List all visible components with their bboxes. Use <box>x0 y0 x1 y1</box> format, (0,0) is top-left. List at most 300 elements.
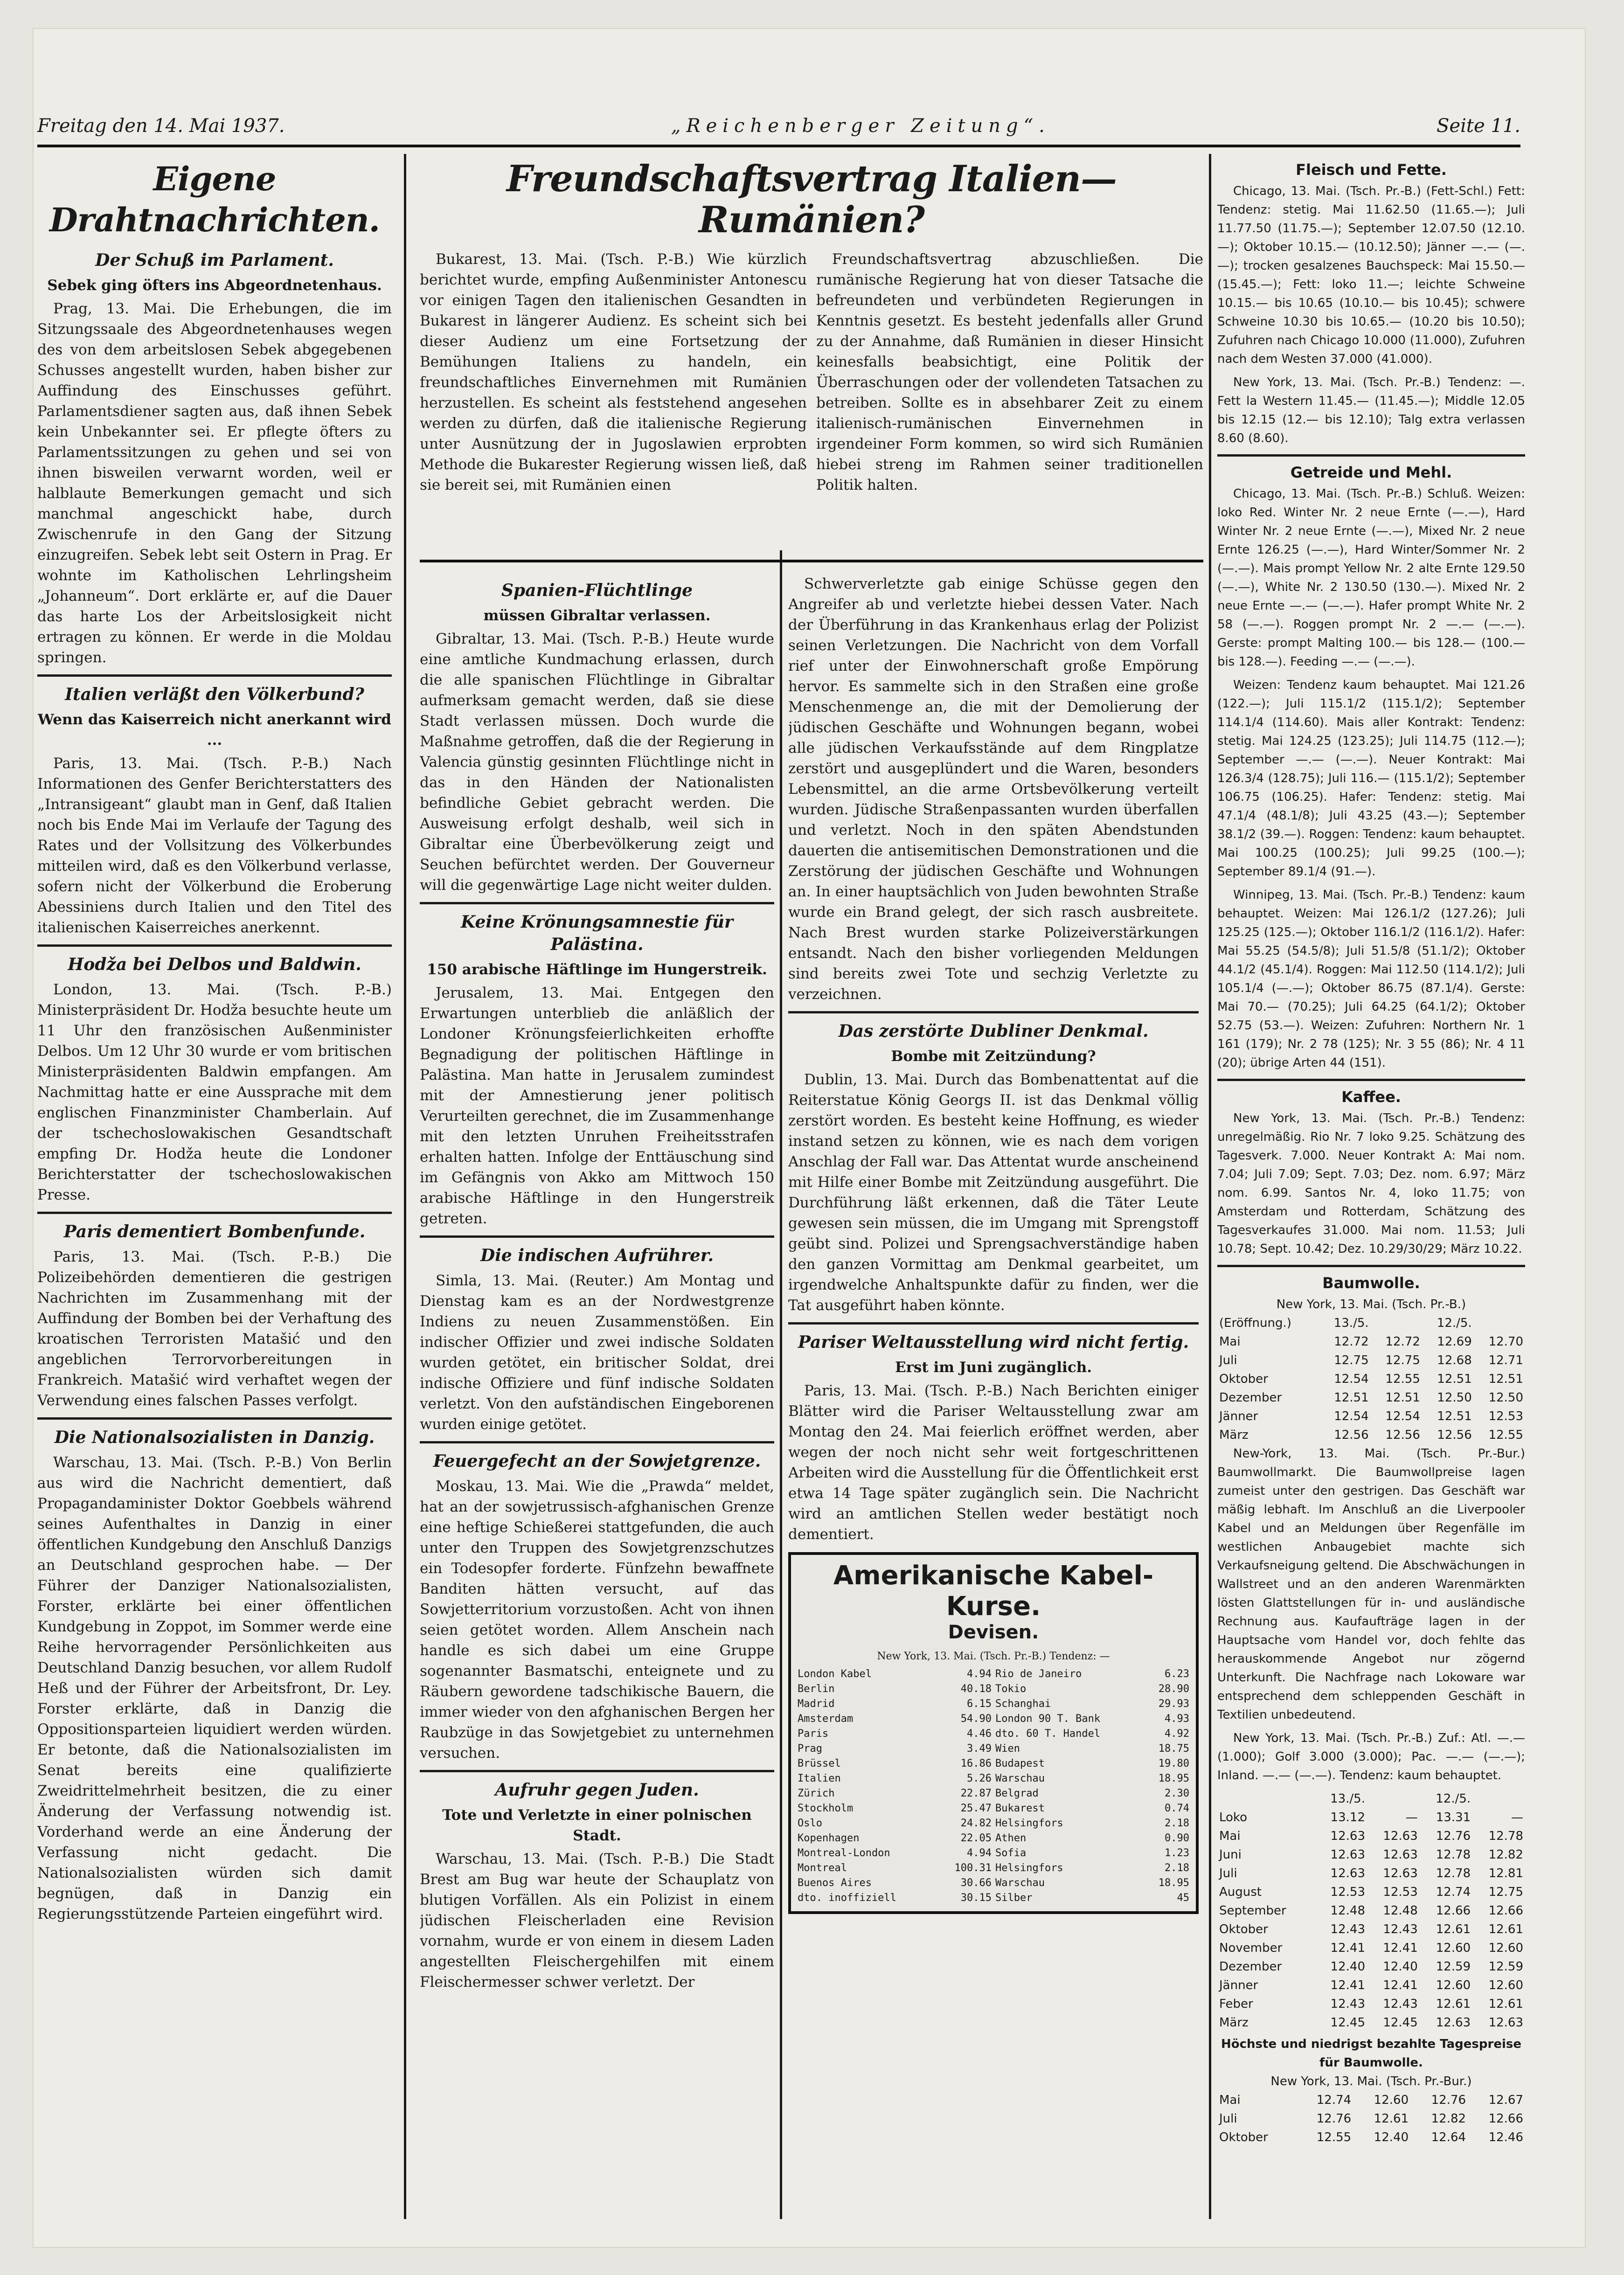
table-header-cell <box>1472 1789 1525 1808</box>
table-cell: 12.61 <box>1488 1922 1523 1936</box>
table-cell: 100.31 <box>954 1862 992 1874</box>
table-cell: 12.74 <box>1316 2093 1352 2107</box>
cotton-table-highlow <box>1217 2091 1525 2147</box>
table-cell: Jänner <box>1219 1409 1258 1423</box>
cotton-row <box>1217 1901 1525 1920</box>
table-header-cell: 13./5. <box>1333 1316 1369 1330</box>
article-kicker: 150 arabische Häftlinge im Hungerstreik. <box>427 961 767 978</box>
cable-rate-row <box>796 1682 1191 1697</box>
table-cell: 12.59 <box>1436 1960 1471 1974</box>
table-cell: dto. inoffiziell <box>798 1892 896 1904</box>
table-cell: 18.95 <box>1158 1877 1189 1889</box>
table-cell: Mai <box>1219 1829 1241 1843</box>
article-headline: Hodža bei Delbos und Baldwin. <box>68 955 361 974</box>
article-headline: Italien verläßt den Völkerbund? <box>65 685 364 704</box>
table-cell: 12.43 <box>1383 1997 1418 2011</box>
divider <box>420 1441 774 1443</box>
table-cell: 12.72 <box>1334 1335 1369 1349</box>
cable-rate-row <box>796 1771 1191 1786</box>
cotton-row <box>1217 1332 1525 1351</box>
cotton-row <box>1217 1388 1525 1407</box>
cotton-table-futures <box>1217 1789 1525 2032</box>
table-cell: 12.55 <box>1385 1372 1420 1386</box>
table-cell: Belgrad <box>995 1788 1039 1799</box>
table-cell: 12.51 <box>1437 1409 1472 1423</box>
table-cell: Warschau <box>995 1877 1045 1889</box>
table-cell: 12.43 <box>1330 1997 1365 2011</box>
table-cell: 4.94 <box>967 1668 992 1680</box>
table-cell: 40.18 <box>960 1683 992 1695</box>
table-cell: September <box>1219 1904 1286 1918</box>
article-body: Warschau, 13. Mai. (Tsch. P.-B.) Die Stadt Brest am Bug war heute der Schauplatz von blutigen Vorfällen. Als ein Polizist in einem jüdischen Fleischerladen eine Revision vornahm, wurde er von einem in diesem Laden angestellten Fleischergehilfen mit einem Fleischermesser schwer verletzt. Der <box>420 1851 774 1991</box>
table-header-cell <box>1371 1314 1422 1332</box>
table-cell: 12.53 <box>1330 1885 1365 1899</box>
table-cell: 12.43 <box>1330 1922 1365 1936</box>
cotton-row <box>1217 1407 1525 1426</box>
table-cell: 24.82 <box>960 1817 992 1829</box>
cable-rate-row <box>796 1801 1191 1816</box>
cable-rates-box <box>788 1552 1199 1914</box>
cotton-row <box>1217 1351 1525 1370</box>
table-cell: 12.51 <box>1437 1372 1472 1386</box>
article-kicker: Tote und Verletzte in einer polnischen Stadt. <box>442 1807 752 1844</box>
table-cell: 12.82 <box>1488 1848 1523 1862</box>
table-header-cell <box>1217 1789 1314 1808</box>
column-2 <box>420 574 774 2214</box>
cable-rate-row <box>796 1756 1191 1771</box>
table-cell: London 90 T. Bank <box>995 1713 1101 1725</box>
table-cell: 12.51 <box>1488 1372 1523 1386</box>
market-text: Chicago, 13. Mai. (Tsch. Pr.-B.) (Fett-Schl.) Fett: Tendenz: stetig. Mai 11.62.50 (11.65.—); Juli 11.77.50 (11.75.—); September 12.07.50 (12.10.—); Oktober 10.15.— (10.12.50); Jänner —.— (—.—); trocken gesalzenes Bauchspeck: Mai 15.50.— (15.45.—); Fett: loko 11.—; leichte Schweine 10.15.— bis 10.65 (10.10.— bis 10.45); schwere Schweine 10.30 bis 10.65.— (10.20 bis 10.50); Zufuhren nach Chicago 10.000 (11.000), Zufuhren nach dem Westen 37.000 (41.000). <box>1217 184 1525 366</box>
table-cell: Amsterdam <box>798 1713 854 1725</box>
divider <box>420 902 774 904</box>
table-cell: 12.40 <box>1330 1960 1365 1974</box>
article-body: Dublin, 13. Mai. Durch das Bombenattentat auf die Reiterstatue König Georgs II. ist das Denkmal völlig zerstört worden. Es besteht keine Hoffnung, es wieder instand setzen zu können, wie es nach dem vorigen Anschlag der Fall war. Das Attentat wurde anscheinend mit Hilfe einer Bombe mit Zeitzündung ausgeführt. Die Durchführung läßt erkennen, daß die Täter Leute gewesen sein müssen, die im Umgang mit Sprengstoff geübt sind. Polizei und Sprengsachverständige haben den ganzen Vormittag am Denkmal gearbeitet, um irgendwelche Anhaltspunkte dafür zu finden, wer die Tat ausgeführt haben könnte. <box>788 1071 1199 1314</box>
table-cell: Tokio <box>995 1683 1027 1695</box>
table-cell: Dezember <box>1219 1960 1282 1974</box>
table-cell: 18.95 <box>1158 1773 1189 1784</box>
table-cell: 45 <box>1177 1892 1189 1904</box>
table-header-cell <box>1367 1789 1420 1808</box>
table-cell: Juni <box>1219 1848 1242 1862</box>
table-cell: 12.61 <box>1436 1997 1471 2011</box>
table-cell: 12.50 <box>1437 1391 1472 1405</box>
column-4-markets <box>1217 154 1525 2214</box>
table-cell: London Kabel <box>798 1668 872 1680</box>
table-cell: Berlin <box>798 1683 835 1695</box>
table-cell: — <box>1405 1810 1418 1824</box>
table-header-cell: (Eröffnung.) <box>1219 1316 1291 1330</box>
table-cell: 30.15 <box>960 1892 992 1904</box>
table-cell: 4.93 <box>1165 1713 1189 1725</box>
column-3 <box>788 574 1199 2214</box>
table-cell: 12.54 <box>1385 1409 1420 1423</box>
table-cell: 12.40 <box>1374 2130 1409 2144</box>
table-cell: 12.63 <box>1330 1829 1365 1843</box>
table-cell: 19.80 <box>1158 1758 1189 1769</box>
table-cell: 12.63 <box>1488 2016 1523 2030</box>
market-text: Chicago, 13. Mai. (Tsch. Pr.-B.) Schluß. Weizen: loko Red. Winter Nr. 2 neue Ernte (—.—), Hard Winter Nr. 2 neue Ernte (—.—), Mixed Nr. 2 neue Ernte 126.25 (—.—), Hard Winter/Sommer Nr. 2 (—.—). Mais prompt Yellow Nr. 2 alte Ernte 129.50 (—.—), White Nr. 2 130.50 (130.—). Mixed Nr. 2 neue Ernte —.— (—.—). Hafer prompt White Nr. 2 58 (—.—). Roggen prompt Nr. 2 —.— (—.—). Gerste: prompt Malting 100.— bis 128.— (100.— bis 128.—). Feeding —.— (—.—). <box>1217 487 1525 669</box>
table-cell: 18.75 <box>1158 1743 1189 1755</box>
table-cell: 22.87 <box>960 1788 992 1799</box>
table-cell: 12.61 <box>1374 2112 1409 2126</box>
cotton-row <box>1217 1845 1525 1864</box>
table-cell: 2.18 <box>1165 1817 1189 1829</box>
table-cell: 2.30 <box>1165 1788 1189 1799</box>
header-masthead: „Reichenberger Zeitung“. <box>671 115 1050 137</box>
table-cell: 2.18 <box>1165 1862 1189 1874</box>
market-section-title: Kaffee. <box>1341 1088 1401 1106</box>
cotton-row <box>1217 1426 1525 1444</box>
table-cell: 0.74 <box>1165 1803 1189 1814</box>
lead-body <box>420 249 1203 500</box>
market-text: New York, 13. Mai. (Tsch. Pr.-B.) Zuf.: Atl. —.— (1.000); Golf 3.000 (3.000); Pac. —.— (—.—); Inland. —.— (—.—). Tendenz: kaum behauptet. <box>1217 1731 1525 1783</box>
article-headline: Die indischen Aufrührer. <box>480 1246 714 1265</box>
cotton-row <box>1217 1808 1525 1827</box>
divider <box>420 560 1203 562</box>
article-kicker: Bombe mit Zeitzündung? <box>891 1048 1096 1065</box>
market-text: New York, 13. Mai. (Tsch. Pr.-B.) Tendenz: unregelmäßig. Rio Nr. 7 loko 9.25. Schätzung des Tagesverk. 7.000. Neuer Kontrakt A: Mai nom. 7.04; Juli 7.09; Sept. 7.03; Dez. nom. 6.97; März nom. 6.99. Santos Nr. 4, loko 11.75; von Amsterdam und Rotterdam, Schätzung des Tagesverkaufes 31.000. Mai nom. 11.53; Juli 10.78; Sept. 10.42; Dez. 10.29/30/29; März 10.22. <box>1217 1111 1525 1256</box>
table-cell: Oslo <box>798 1817 822 1829</box>
table-cell: 12.45 <box>1383 2016 1418 2030</box>
table-cell: Madrid <box>798 1698 835 1710</box>
table-cell: Zürich <box>798 1788 835 1799</box>
article-headline: Feuergefecht an der Sowjetgrenze. <box>433 1451 761 1471</box>
divider <box>420 1235 774 1238</box>
market-caption: New York, 13. Mai. (Tsch. Pr.-Bur.) <box>1270 2074 1472 2088</box>
table-cell: Oktober <box>1219 2130 1268 2144</box>
cotton-row <box>1217 1370 1525 1388</box>
lead-headline: Freundschaftsvertrag Italien—Rumänien? <box>507 158 1117 241</box>
article-body: Moskau, 13. Mai. Wie die „Prawda“ meldet, hat an der sowjetrussisch-afghanischen Grenze eine heftige Schießerei stattgefunden, die auch unter den Truppen des Sowjetgrenzschutzes ein Todesopfer forderte. Fünfzehn bewaffnete Banditen hätten versucht, auf das Sowjetterritorium vorzustoßen. Acht von ihnen seien getötet worden. Allem Anschein nach handle es sich dabei um eine Gruppe sogenannter Basmatschi, enteignete und zu Räubern gewordene tadschikische Bauern, die immer wieder von den afghanischen Bergen her Raubzüge in das Sowjetgebiet zu unternehmen versuchen. <box>420 1478 774 1762</box>
table-cell: Helsingfors <box>995 1862 1063 1874</box>
table-cell: 29.93 <box>1158 1698 1189 1710</box>
article-body: Simla, 13. Mai. (Reuter.) Am Montag und Dienstag kam es an der Nordwestgrenze Indiens zu neuen Zusammenstößen. Ein indischer Offizier und zwei indische Soldaten wurden getötet, ein britischer Soldat, drei indische Offiziere und fünf indische Soldaten verletzt. Von den aufständischen Eingeborenen wurden einige getötet. <box>420 1272 774 1433</box>
divider <box>1217 1079 1525 1081</box>
table-cell: 12.68 <box>1437 1353 1472 1367</box>
cable-rate-row <box>796 1697 1191 1712</box>
article-kicker: Wenn das Kaiserreich nicht anerkannt wird ... <box>38 711 391 749</box>
article-body: Jerusalem, 13. Mai. Entgegen den Erwartungen unterblieb die anläßlich der Londoner Krönungsfeierlichkeiten erhoffte Begnadigung der politischen Häftlinge in Palästina. Man hatte in Jerusalem zumindest mit der Amnestierung jener politisch Verurteilten gerechnet, die im Zusammenhange mit den letzten Unruhen Freiheitsstrafen erhalten hatten. Infolge der Enttäuschung sind im Gefängnis von Akko am Mittwoch 150 arabische Häftlinge in den Hungerstreik getreten. <box>420 985 774 1227</box>
market-text: New-York, 13. Mai. (Tsch. Pr.-Bur.) Baumwollmarkt. Die Baumwollpreise lagen zumeist unter den gestrigen. Das Geschäft war mäßig lebhaft. Im Anschluß an die Liverpooler Kabel und an Meldungen über Regenfälle im westlichen Anbaugebiet machte sich Verkaufsneigung geltend. Die Abschwächungen in Wallstreet und an den anderen Warenmärkten lösten Glattstellungen für in- und ausländische Rechnung aus. Kaufaufträge lagen in der Hauptsache vom Handel vor, doch fehlte das herauskommende Angebot nur zögernd Unterkunft. Die Nachfrage nach Lokoware war entsprechend dem schleppenden Geschäft in Textilien unbedeutend. <box>1217 1447 1525 1722</box>
table-cell: 12.66 <box>1488 1904 1523 1918</box>
table-cell: Wien <box>995 1743 1020 1755</box>
table-cell: 12.55 <box>1488 1428 1523 1442</box>
table-cell: 12.41 <box>1383 1978 1418 1992</box>
table-cell: Juli <box>1219 2112 1237 2126</box>
table-cell: Stockholm <box>798 1803 854 1814</box>
table-cell: 12.53 <box>1383 1885 1418 1899</box>
table-cell: 3.49 <box>967 1743 992 1755</box>
table-cell: Sofia <box>995 1847 1027 1859</box>
table-cell: 12.70 <box>1488 1335 1523 1349</box>
divider <box>1217 454 1525 457</box>
table-cell: 13.31 <box>1436 1810 1471 1824</box>
divider <box>1217 1265 1525 1267</box>
lead-article <box>420 154 1203 564</box>
table-cell: 12.78 <box>1436 1866 1471 1880</box>
cable-rate-row <box>796 1667 1191 1682</box>
table-cell: 4.46 <box>967 1728 992 1740</box>
table-cell: 12.55 <box>1316 2130 1352 2144</box>
cotton-row <box>1217 1939 1525 1957</box>
divider <box>37 1212 392 1214</box>
table-cell: 12.76 <box>1316 2112 1352 2126</box>
page-header <box>37 112 1520 147</box>
section-title: Eigene Drahtnachrichten. <box>49 160 380 239</box>
market-text: New York, 13. Mai. (Tsch. Pr.-B.) Tendenz: —. Fett la Western 11.45.— (11.45.—); Middle 12.05 bis 12.15 (12.— bis 12.10); Talg extra verlassen 8.60 (8.60). <box>1217 375 1525 445</box>
table-cell: 12.61 <box>1436 1922 1471 1936</box>
table-cell: 30.66 <box>960 1877 992 1889</box>
article-headline: Spanien-Flüchtlinge <box>501 581 693 600</box>
article-headline: Das zerstörte Dubliner Denkmal. <box>838 1021 1149 1041</box>
table-cell: Schanghai <box>995 1698 1051 1710</box>
table-cell: Budapest <box>995 1758 1045 1769</box>
article-headline: Die Nationalsozialisten in Danzig. <box>54 1428 375 1447</box>
divider <box>420 1770 774 1772</box>
table-cell: 12.76 <box>1431 2093 1466 2107</box>
table-header-cell: 12./5. <box>1436 1792 1471 1806</box>
cotton-row <box>1217 1976 1525 1995</box>
table-cell: 12.82 <box>1431 2112 1466 2126</box>
table-cell: 1.23 <box>1165 1847 1189 1859</box>
article-kicker: müssen Gibraltar verlassen. <box>483 607 711 624</box>
table-cell: 25.47 <box>960 1803 992 1814</box>
table-cell: 12.63 <box>1383 1866 1418 1880</box>
table-cell: Kopenhagen <box>798 1832 860 1844</box>
cotton-row <box>1217 1995 1525 2013</box>
table-cell: Montreal <box>798 1862 847 1874</box>
table-cell: 12.54 <box>1334 1372 1369 1386</box>
table-cell: 4.94 <box>967 1847 992 1859</box>
table-cell: 12.64 <box>1431 2130 1466 2144</box>
cable-rate-row <box>796 1712 1191 1727</box>
article-body: Paris, 13. Mai. (Tsch. P.-B.) Die Polizeibehörden dementieren die gestrigen Nachrichten im Zusammenhang mit der Auffindung der Bomben bei der Verhaftung des kroatischen Terroristen Matašić und den angeblichen Terrorvorbereitungen in Frankreich. Matašić wird verhaftet wegen der Verwendung eines falschen Passes verfolgt. <box>37 1248 392 1409</box>
table-cell: Mai <box>1219 2093 1241 2107</box>
table-cell: März <box>1219 2016 1249 2030</box>
table-cell: 12.63 <box>1383 1829 1418 1843</box>
table-cell: Feber <box>1219 1997 1253 2011</box>
table-cell: 12.48 <box>1330 1904 1365 1918</box>
lead-body-left: Bukarest, 13. Mai. (Tsch. P.-B.) Wie kürzlich berichtet wurde, empfing Außenminister Antonescu vor einigen Tagen den italienischen Gesandten in Bukarest in längerer Audienz. Es scheint sich bei dieser Audienz um eine Fortsetzung der Bemühungen Italiens zu handeln, ein freundschaftliches Einvernehmen mit Rumänien herzustellen. Es scheint als feststehend angesehen werden zu dürfen, daß die italienische Regierung unter Ausnützung der in Jugoslawien erprobten Methode die Bukarester Regierung wissen ließ, daß sie bereit sei, mit Rumänien einen <box>420 251 807 493</box>
table-cell: Juli <box>1219 1866 1237 1880</box>
table-cell: Dezember <box>1219 1391 1282 1405</box>
table-cell: 12.60 <box>1436 1941 1471 1955</box>
table-cell: 5.26 <box>967 1773 992 1784</box>
table-cell: 12.75 <box>1385 1353 1420 1367</box>
article-body: Gibraltar, 13. Mai. (Tsch. P.-B.) Heute wurde eine amtliche Kundmachung erlassen, durch die alle spanischen Flüchtlinge in Gibraltar aufmerksam gemacht werden, daß sie diese Stadt verlassen müssen. Doch wurde die Maßnahme getroffen, daß die der Regierung in Valencia günstig gesinnten Flüchtlinge nicht in das in den Händen der Nationalisten befindliche Gebiet gebracht werden. Die Ausweisung erfolgt deshalb, weil sich in Gibraltar eine Überbevölkerung zeigt und Seuchen befürchtet werden. Der Gouverneur will die gegenwärtige Lage nicht weiter dulden. <box>420 631 774 894</box>
table-cell: 6.15 <box>967 1698 992 1710</box>
market-text: Weizen: Tendenz kaum behauptet. Mai 121.26 (122.—); Juli 115.1/2 (115.1/2); September 114.1/4 (114.60). Mais aller Kontrakt: Tendenz: stetig. Mai 124.25 (123.25); Juli 114.75 (112.—); September —.— (—.—). Neuer Kontrakt: Mai 126.3/4 (128.75); Juli 116.— (115.1/2); September 106.75 (106.25). Hafer: Tendenz: stetig. Mai 47.1/4 (48.1/8); Juli 43.25 (43.—); September 38.1/2 (39.—). Roggen: Tendenz: kaum behauptet. Mai 100.25 (100.25); Juli 99.25 (100.—); September 89.1/4 (91.—). <box>1217 678 1525 879</box>
table-cell: Rio de Janeiro <box>995 1668 1082 1680</box>
header-page-number: Seite 11. <box>1437 115 1520 137</box>
table-cell: 6.23 <box>1165 1668 1189 1680</box>
table-cell: 13.12 <box>1330 1810 1365 1824</box>
cotton-row <box>1217 2128 1525 2147</box>
table-cell: Silber <box>995 1892 1033 1904</box>
table-cell: 12.41 <box>1383 1941 1418 1955</box>
table-cell: 12.59 <box>1488 1960 1523 1974</box>
table-cell: 12.46 <box>1488 2130 1523 2144</box>
table-cell: 12.41 <box>1330 1941 1365 1955</box>
table-cell: Oktober <box>1219 1922 1268 1936</box>
table-cell: 12.51 <box>1385 1391 1420 1405</box>
table-cell: 12.45 <box>1330 2016 1365 2030</box>
table-cell: Brüssel <box>798 1758 841 1769</box>
article-headline: Paris dementiert Bombenfunde. <box>63 1222 366 1242</box>
cable-rate-row <box>796 1891 1191 1906</box>
cotton-table-opening <box>1217 1314 1525 1444</box>
table-cell: 54.90 <box>960 1713 992 1725</box>
cotton-row <box>1217 2013 1525 2032</box>
table-header-cell: 12./5. <box>1437 1316 1472 1330</box>
table-cell: Prag <box>798 1743 822 1755</box>
table-cell: Italien <box>798 1773 841 1784</box>
table-cell: 12.60 <box>1488 1978 1523 1992</box>
table-cell: März <box>1219 1428 1249 1442</box>
table-cell: 12.66 <box>1488 2112 1523 2126</box>
table-cell: Montreal-London <box>798 1847 890 1859</box>
table-cell: Jänner <box>1219 1978 1258 1992</box>
table-cell: 12.60 <box>1488 1941 1523 1955</box>
table-cell: 12.74 <box>1436 1885 1471 1899</box>
column-rule <box>780 550 782 2219</box>
table-cell: 12.40 <box>1383 1960 1418 1974</box>
cable-rate-row <box>796 1786 1191 1801</box>
table-cell: 12.71 <box>1488 1353 1523 1367</box>
table-header-row <box>1217 1789 1525 1808</box>
divider <box>37 674 392 677</box>
cable-rate-row <box>796 1816 1191 1831</box>
cable-rate-row <box>796 1846 1191 1861</box>
column-rule <box>1209 154 1211 2219</box>
article-body: London, 13. Mai. (Tsch. P.-B.) Ministerpräsident Dr. Hodža besuchte heute um 11 Uhr den französischen Außenminister Delbos. Um 12 Uhr 30 wurde er vom britischen Ministerpräsidenten Baldwin empfangen. Am Nachmittag hatte er eine Aussprache mit dem englischen Finanzminister Chamberlain. Auf der tschechoslowakischen Gesandtschaft empfing Dr. Hodža heute die Londoner Berichterstatter der tschechoslowakischen Presse. <box>37 981 392 1203</box>
table-cell: 12.63 <box>1436 2016 1471 2030</box>
table-cell: 12.66 <box>1436 1904 1471 1918</box>
market-caption: Höchste und niedrigst bezahlte Tagespreise für Baumwolle. <box>1221 2037 1521 2070</box>
table-cell: 12.61 <box>1488 1997 1523 2011</box>
table-cell: dto. 60 T. Handel <box>995 1728 1101 1740</box>
table-cell: Paris <box>798 1728 829 1740</box>
table-cell: — <box>1511 1810 1523 1824</box>
cable-rate-row <box>796 1727 1191 1741</box>
article-headline: Keine Krönungsamnestie für Palästina. <box>460 912 734 954</box>
table-cell: 12.56 <box>1385 1428 1420 1442</box>
article-kicker: Erst im Juni zugänglich. <box>895 1359 1092 1376</box>
table-cell: 0.90 <box>1165 1832 1189 1844</box>
cotton-row <box>1217 2091 1525 2109</box>
article-headline: Aufruhr gegen Juden. <box>495 1780 699 1800</box>
table-cell: Bukarest <box>995 1803 1045 1814</box>
cotton-row <box>1217 1920 1525 1939</box>
table-cell: 28.90 <box>1158 1683 1189 1695</box>
market-section-title: Getreide und Mehl. <box>1290 464 1452 481</box>
table-cell: 12.53 <box>1488 1409 1523 1423</box>
table-cell: 12.60 <box>1374 2093 1409 2107</box>
table-cell: Helsingfors <box>995 1817 1063 1829</box>
article-body: Paris, 13. Mai. (Tsch. P.-B.) Nach Berichten einiger Blätter wird die Pariser Weltausstellung zwar am Montag den 24. Mai feierlich eröffnet werden, aber wegen der noch nicht sehr weit fortgeschrittenen Arbeiten wird die Ausstellung für die Öffentlichkeit erst etwa 14 Tage später zugänglich sein. Die Nachricht wird an amtlichen Stellen weder bestätigt noch dementiert. <box>788 1382 1199 1543</box>
table-cell: 12.67 <box>1488 2093 1523 2107</box>
divider <box>37 944 392 947</box>
cotton-row <box>1217 1827 1525 1845</box>
article-headline: Pariser Weltausstellung wird nicht fertig. <box>798 1332 1189 1352</box>
article-body-continued: Schwerverletzte gab einige Schüsse gegen den Angreifer ab und verletzte hiebei dessen Vater. Nach der Überführung in das Krankenhaus erlag der Polizist seinen Verletzungen. Die Nachricht von dem Vorfall rief unter der Einwohnerschaft große Empörung hervor. Es sammelte sich in den Straßen eine große Menschenmenge an, die mit der Demolierung der jüdischen Geschäfte und Wohnungen begann, wobei alle jüdischen Verkaufsstände auf dem Ringplatze zerstört und ausgeplündert und die Waren, besonders Lebensmittel, an die arme Ortsbevölkerung verteilt wurden. Jüdische Straßenpassanten wurden überfallen und verletzt. Noch in den späten Abendstunden dauerten die antisemitischen Demonstrationen und die Zerstörung der jüdischen Geschäfte und Wohnungen an. In einer hauptsächlich von Juden bewohnten Straße wurde ein Brand gelegt, der sich rasch ausbreitete. Nach Brest wurden starke Polizeiverstärkungen entsandt. Nach den bisher vorliegenden Meldungen sind bereits zwei Tote und sechzig Verletzte zu verzeichnen. <box>788 576 1199 1003</box>
table-cell: Mai <box>1219 1335 1241 1349</box>
table-cell: Juli <box>1219 1353 1237 1367</box>
table-cell: 12.43 <box>1383 1922 1418 1936</box>
column-rule <box>404 154 406 2219</box>
cotton-row <box>1217 1864 1525 1883</box>
table-cell: Athen <box>995 1832 1027 1844</box>
cable-rates-title: Amerikanische Kabel-Kurse. <box>833 1561 1154 1622</box>
divider <box>37 1417 392 1420</box>
table-cell: 4.92 <box>1165 1728 1189 1740</box>
table-cell: August <box>1219 1885 1262 1899</box>
table-cell: 12.81 <box>1488 1866 1523 1880</box>
cable-rate-row <box>796 1741 1191 1756</box>
table-cell: 12.78 <box>1436 1848 1471 1862</box>
table-cell: 12.48 <box>1383 1904 1418 1918</box>
table-cell: 22.05 <box>960 1832 992 1844</box>
table-cell: Buenos Aires <box>798 1877 872 1889</box>
column-1 <box>37 154 392 2214</box>
cable-rates-caption: New York, 13. Mai. (Tsch. Pr.-B.) Tendenz: — <box>877 1651 1110 1662</box>
market-caption: New York, 13. Mai. (Tsch. Pr.-B.) <box>1276 1297 1466 1311</box>
table-cell: Oktober <box>1219 1372 1268 1386</box>
table-cell: 12.56 <box>1437 1428 1472 1442</box>
table-cell: 12.76 <box>1436 1829 1471 1843</box>
table-cell: Loko <box>1219 1810 1247 1824</box>
market-text: Winnipeg, 13. Mai. (Tsch. Pr.-B.) Tendenz: kaum behauptet. Weizen: Mai 126.1/2 (127.26); Juli 125.25 (125.—); Oktober 116.1/2 (116.1/2). Hafer: Mai 55.25 (54.5/8); Juli 51.5/8 (51.1/2); Oktober 44.1/2 (45.1/4). Roggen: Mai 112.50 (114.1/2); Juli 105.1/4 (—.—); Oktober 86.75 (87.1/4). Gerste: Mai 70.— (70.25); Juli 64.25 (64.1/2); Oktober 52.75 (53.—). Weizen: Zufuhren: Northern Nr. 1 161 (179); Nr. 2 78 (125); Nr. 3 55 (86); Nr. 4 11 (20); übrige Arten 44 (151). <box>1217 888 1525 1070</box>
article-kicker: Sebek ging öfters ins Abgeordnetenhaus. <box>47 277 382 294</box>
divider <box>788 1011 1199 1013</box>
table-cell: 12.63 <box>1330 1866 1365 1880</box>
table-cell: 12.51 <box>1334 1391 1369 1405</box>
cable-rate-row <box>796 1861 1191 1876</box>
table-cell: 12.72 <box>1385 1335 1420 1349</box>
article-headline: Der Schuß im Parlament. <box>95 250 334 270</box>
cable-rate-row <box>796 1876 1191 1891</box>
table-cell: 12.78 <box>1488 1829 1523 1843</box>
market-section-title: Fleisch und Fette. <box>1296 161 1447 179</box>
table-header-cell: 13./5. <box>1330 1792 1365 1806</box>
table-cell: 12.54 <box>1334 1409 1369 1423</box>
table-header-row <box>1217 1314 1525 1332</box>
table-cell: 12.63 <box>1330 1848 1365 1862</box>
cotton-row <box>1217 1883 1525 1901</box>
table-cell: 12.50 <box>1488 1391 1523 1405</box>
table-cell: 12.75 <box>1334 1353 1369 1367</box>
table-cell: Warschau <box>995 1773 1045 1784</box>
table-cell: 12.63 <box>1383 1848 1418 1862</box>
table-cell: 12.69 <box>1437 1335 1472 1349</box>
article-body: Prag, 13. Mai. Die Erhebungen, die im Sitzungssaale des Abgeordnetenhauses wegen des von dem arbeitslosen Sebek abgegebenen Schusses angestellt wurden, haben bisher zur Auffindung des Einschusses geführt. Parlamentsdiener sagten aus, daß ihnen Sebek kein Unbekannter sei. Er pflegte öfters zu Parlamentssitzungen zu gehen und sei von ihnen bisweilen verwarnt worden, weil er halblaute Bemerkungen gemacht und sich manchmal angeschickt habe, durch Zwischenrufe in den Gang der Sitzung einzugreifen. Sebek lebt seit Ostern in Prag. Er wohnte im Katholischen Lehrlingsheim „Johanneum“. Dort erklärte er, auf die Dauer das harte Los der Arbeitslosigkeit nicht ertragen zu können. Er werde in die Moldau springen. <box>37 300 392 666</box>
article-body: Paris, 13. Mai. (Tsch. P.-B.) Nach Informationen des Genfer Berichterstatters des „Intransigeant“ glaubt man in Genf, daß Italien noch bis Ende Mai im Verlaufe der Tagung des Rates und der Vollsitzung des Völkerbundes mitteilen wird, daß es den Völkerbund verlasse, sofern nicht der Völkerbund die Eroberung Abessiniens durch Italien und den Titel des italienischen Kaiserreiches anerkennt. <box>37 755 392 936</box>
table-cell: November <box>1219 1941 1283 1955</box>
divider <box>788 1322 1199 1325</box>
table-cell: 12.41 <box>1330 1978 1365 1992</box>
header-date: Freitag den 14. Mai 1937. <box>37 115 285 137</box>
cable-rate-row <box>796 1831 1191 1846</box>
table-cell: 12.60 <box>1436 1978 1471 1992</box>
cotton-row <box>1217 1957 1525 1976</box>
article-body: Warschau, 13. Mai. (Tsch. P.-B.) Von Berlin aus wird die Nachricht dementiert, daß Propagandaminister Doktor Goebbels während seines Aufenthaltes in Danzig in einer öffentlichen Kundgebung den Anschluß Danzigs an Deutschland gesprochen habe. — Der Führer der Danziger Nationalsozialisten, Forster, erklärte bei einer öffentlichen Kundgebung in Zoppot, im Sommer werde eine Reihe hervorragender Persönlichkeiten aus Deutschland Danzig besuchen, vor allem Rudolf Heß und der Führer der Arbeitsfront, Dr. Ley. Forster erklärte, daß in Danzig die Oppositionsparteien liquidiert werden würden. Er betonte, daß die Nationalsozialisten im Senat bereits eine qualifizierte Zweidrittelmehrheit besitzen, die zu einer Änderung der Verfassung notwendig ist. Vorderhand werde an eine Änderung der Verfassung nicht gedacht. Die Nationalsozialisten würden sich damit begnügen, daß in Danzig ein Regierungsstützende Parteien eingeführt wird. <box>37 1454 392 1922</box>
cotton-row <box>1217 2109 1525 2128</box>
cable-rates-table <box>796 1667 1191 1906</box>
lead-body-right: Freundschaftsvertrag abzuschließen. Die rumänische Regierung hat von dieser Tatsache die befreundeten und verbündeten Regierungen in Kenntnis gesetzt. Es besteht jedenfalls aller Grund zu der Annahme, daß Rumänien in dieser Hinsicht keinesfalls beabsichtigt, eine Politik der Überraschungen oder der vollendeten Tatsachen zu betreiben. Sollte es in absehbarer Zeit zu einem italienisch-rumänischen Einvernehmen in irgendeiner Form kommen, so wird sich Rumänien hiebei streng im Rahmen seiner traditionellen Politik halten. <box>816 251 1203 493</box>
table-cell: 16.86 <box>960 1758 992 1769</box>
table-cell: 12.56 <box>1334 1428 1369 1442</box>
